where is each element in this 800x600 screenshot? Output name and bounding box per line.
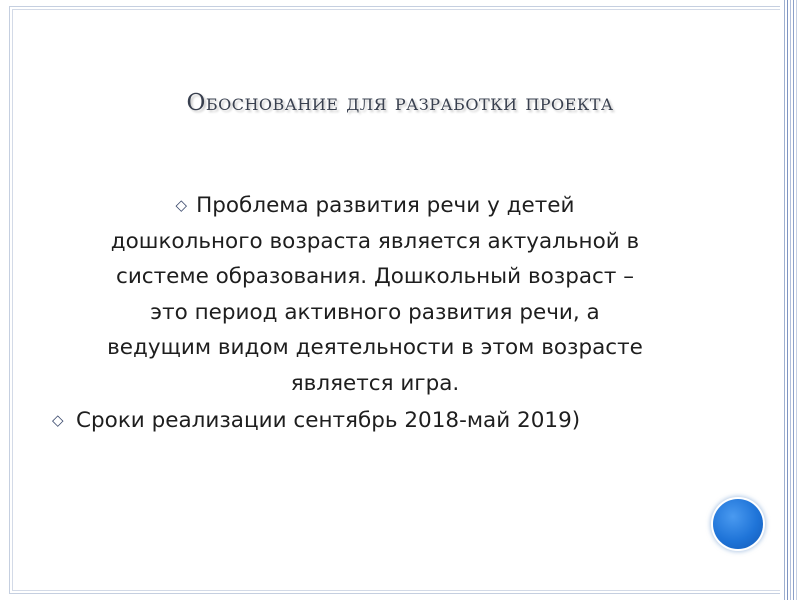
bullet-line: это период активного развития речи, а <box>150 299 600 325</box>
bullet-line: дошкольного возраста является актуальной в <box>110 228 640 254</box>
diamond-bullet-icon: ◇ <box>175 196 188 214</box>
bullet-text-line: Проблема развития речи у детей <box>196 193 575 218</box>
decorative-blue-circle <box>713 499 763 549</box>
bullet-line: ведущим видом деятельности в этом возрасте <box>107 335 643 360</box>
bullet-line: является игра. <box>290 370 460 396</box>
bullet-item-timeline <box>50 403 700 439</box>
bullet-item-problem <box>50 188 700 401</box>
diamond-bullet-icon: ◇ <box>52 411 64 429</box>
bullet-text: Сроки реализации сентябрь 2018-май 2019) <box>76 408 581 433</box>
bullet-line <box>50 188 700 224</box>
bullet-line: системе образования. Дошкольный возраст – <box>116 264 634 289</box>
slide-body <box>50 188 700 439</box>
slide-title: Обоснование для разработки проекта <box>186 90 614 116</box>
